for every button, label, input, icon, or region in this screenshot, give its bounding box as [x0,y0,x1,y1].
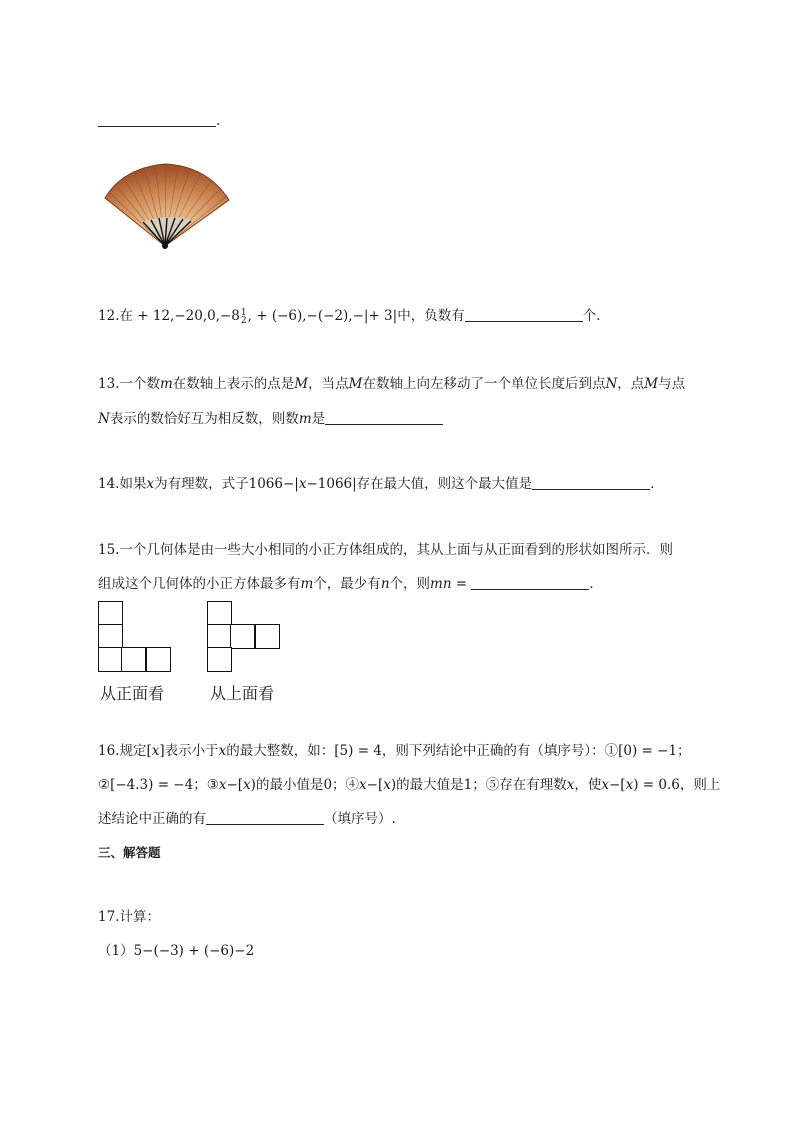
var-x: x [383,777,391,793]
top-view-caption: 从上面看 [210,684,275,703]
fraction-denominator: 2 [240,315,247,326]
top-answer-line [98,112,220,130]
q16-text: )的最小值是0；④ [250,777,360,793]
q14-suffix: ． [650,476,664,492]
q16-answer-blank [206,810,324,825]
question-16-line-2 [98,776,720,794]
var-x: x [151,743,160,759]
question-14 [98,475,664,493]
q16-text: 述结论中正确的有 [98,811,206,827]
question-13-line-2 [98,410,443,428]
var-x: x [146,476,155,492]
var-x: x [218,743,227,759]
q15-answer-blank [471,575,589,590]
question-15-line-2 [98,575,603,593]
var-x: x [566,777,575,793]
q15-text: 15.一个几何体是由一些大小相同的小正方体组成的，其从上面与从正面看到的形状如图所示．则 [98,542,673,558]
q12-text-middle: , + (−6),−(−2),−|+ 3|中，负数有 [247,308,465,324]
var-m: m [159,376,173,392]
question-13-line-1 [98,375,685,393]
cube-square [98,601,123,626]
front-view-diagram [98,601,174,673]
q13-text: 与点 [658,376,686,392]
var-N: N [605,376,618,392]
q14-text: −1066|存在最大值，则这个最大值是 [306,476,533,492]
question-16-line-3 [98,810,396,828]
q12-text-prefix: 12.在 + 12,−20,0,−8 [98,308,240,324]
var-m: m [300,576,314,592]
question-12 [98,307,610,325]
q16-text: ，使 [574,777,602,793]
question-17-title: 17.计算： [98,909,160,925]
q14-answer-blank [532,475,650,490]
answer-blank [98,112,216,127]
section-heading: 三、解答题 [98,845,161,860]
var-m: m [298,411,312,427]
question-17-part-1: （1）5−(−3) + (−6)−2 [98,943,255,959]
q16-text: −[ [608,777,626,793]
cube-square [207,647,232,672]
var-x: x [243,777,251,793]
q16-text: 16.规定[ [98,743,152,759]
var-M: M [644,376,659,392]
cube-square [146,647,171,672]
front-view-caption: 从正面看 [100,684,165,703]
question-15-line-1 [98,541,673,559]
q15-text: 组成这个几何体的小正方体最多有 [98,576,301,592]
cube-square [230,624,255,649]
q13-text: 表示的数恰好互为相反数，则数 [109,411,299,427]
var-x: x [625,777,634,793]
q14-text: 14.如果 [98,476,147,492]
fraction-one-half [241,309,247,325]
question-16-line-1 [98,742,691,760]
q16-text: 的最大整数，如：[5) = 4，则下列结论中正确的有（填序号）：①[0) = −1； [226,743,691,759]
q16-text: −[ [226,777,244,793]
cube-square [255,624,280,649]
var-M: M [348,376,363,392]
q16-suffix: （填序号）. [324,811,396,827]
q13-text: 在数轴上表示的点是 [172,376,295,392]
fraction-numerator: 1 [240,307,247,318]
q16-text: ②[−4.3) = −4；③ [98,777,219,793]
cube-square [121,647,146,672]
q16-text: ) = 0.6，则上 [633,777,721,793]
period: . [216,113,221,129]
q13-text: ，点 [617,376,645,392]
q13-text: 在数轴上向左移动了一个单位长度后到点 [362,376,606,392]
q13-text: 是 [311,411,326,427]
q16-text: −[ [366,777,384,793]
var-x: x [359,777,367,793]
q15-text: 个，则 [389,576,431,592]
fan-illustration [103,160,235,252]
cube-square [207,601,232,626]
q13-text: 13.一个数 [98,376,160,392]
var-x: x [601,777,609,793]
q16-text: )的最大值是1；⑤存在有理数 [390,777,567,793]
var-n: n [380,576,390,592]
q12-suffix: 个． [582,308,610,324]
q14-text: 为有理数，式子1066−| [154,476,299,492]
q12-answer-blank [465,307,583,322]
var-M: M [294,376,309,392]
cube-square [207,624,232,649]
q15-suffix: ． [589,576,603,592]
var-N: N [98,411,110,427]
folding-fan-image [103,160,235,252]
var-mn: mn [430,576,452,592]
cube-square [98,624,123,649]
var-x: x [218,777,227,793]
q15-text: 个，最少有 [313,576,381,592]
q16-text: ]表示小于 [159,743,219,759]
q13-answer-blank [325,410,443,425]
top-view-diagram [207,601,283,673]
q13-text: ，当点 [308,376,349,392]
q15-text: = [451,576,472,592]
cube-square [98,647,123,672]
var-x: x [298,476,307,492]
